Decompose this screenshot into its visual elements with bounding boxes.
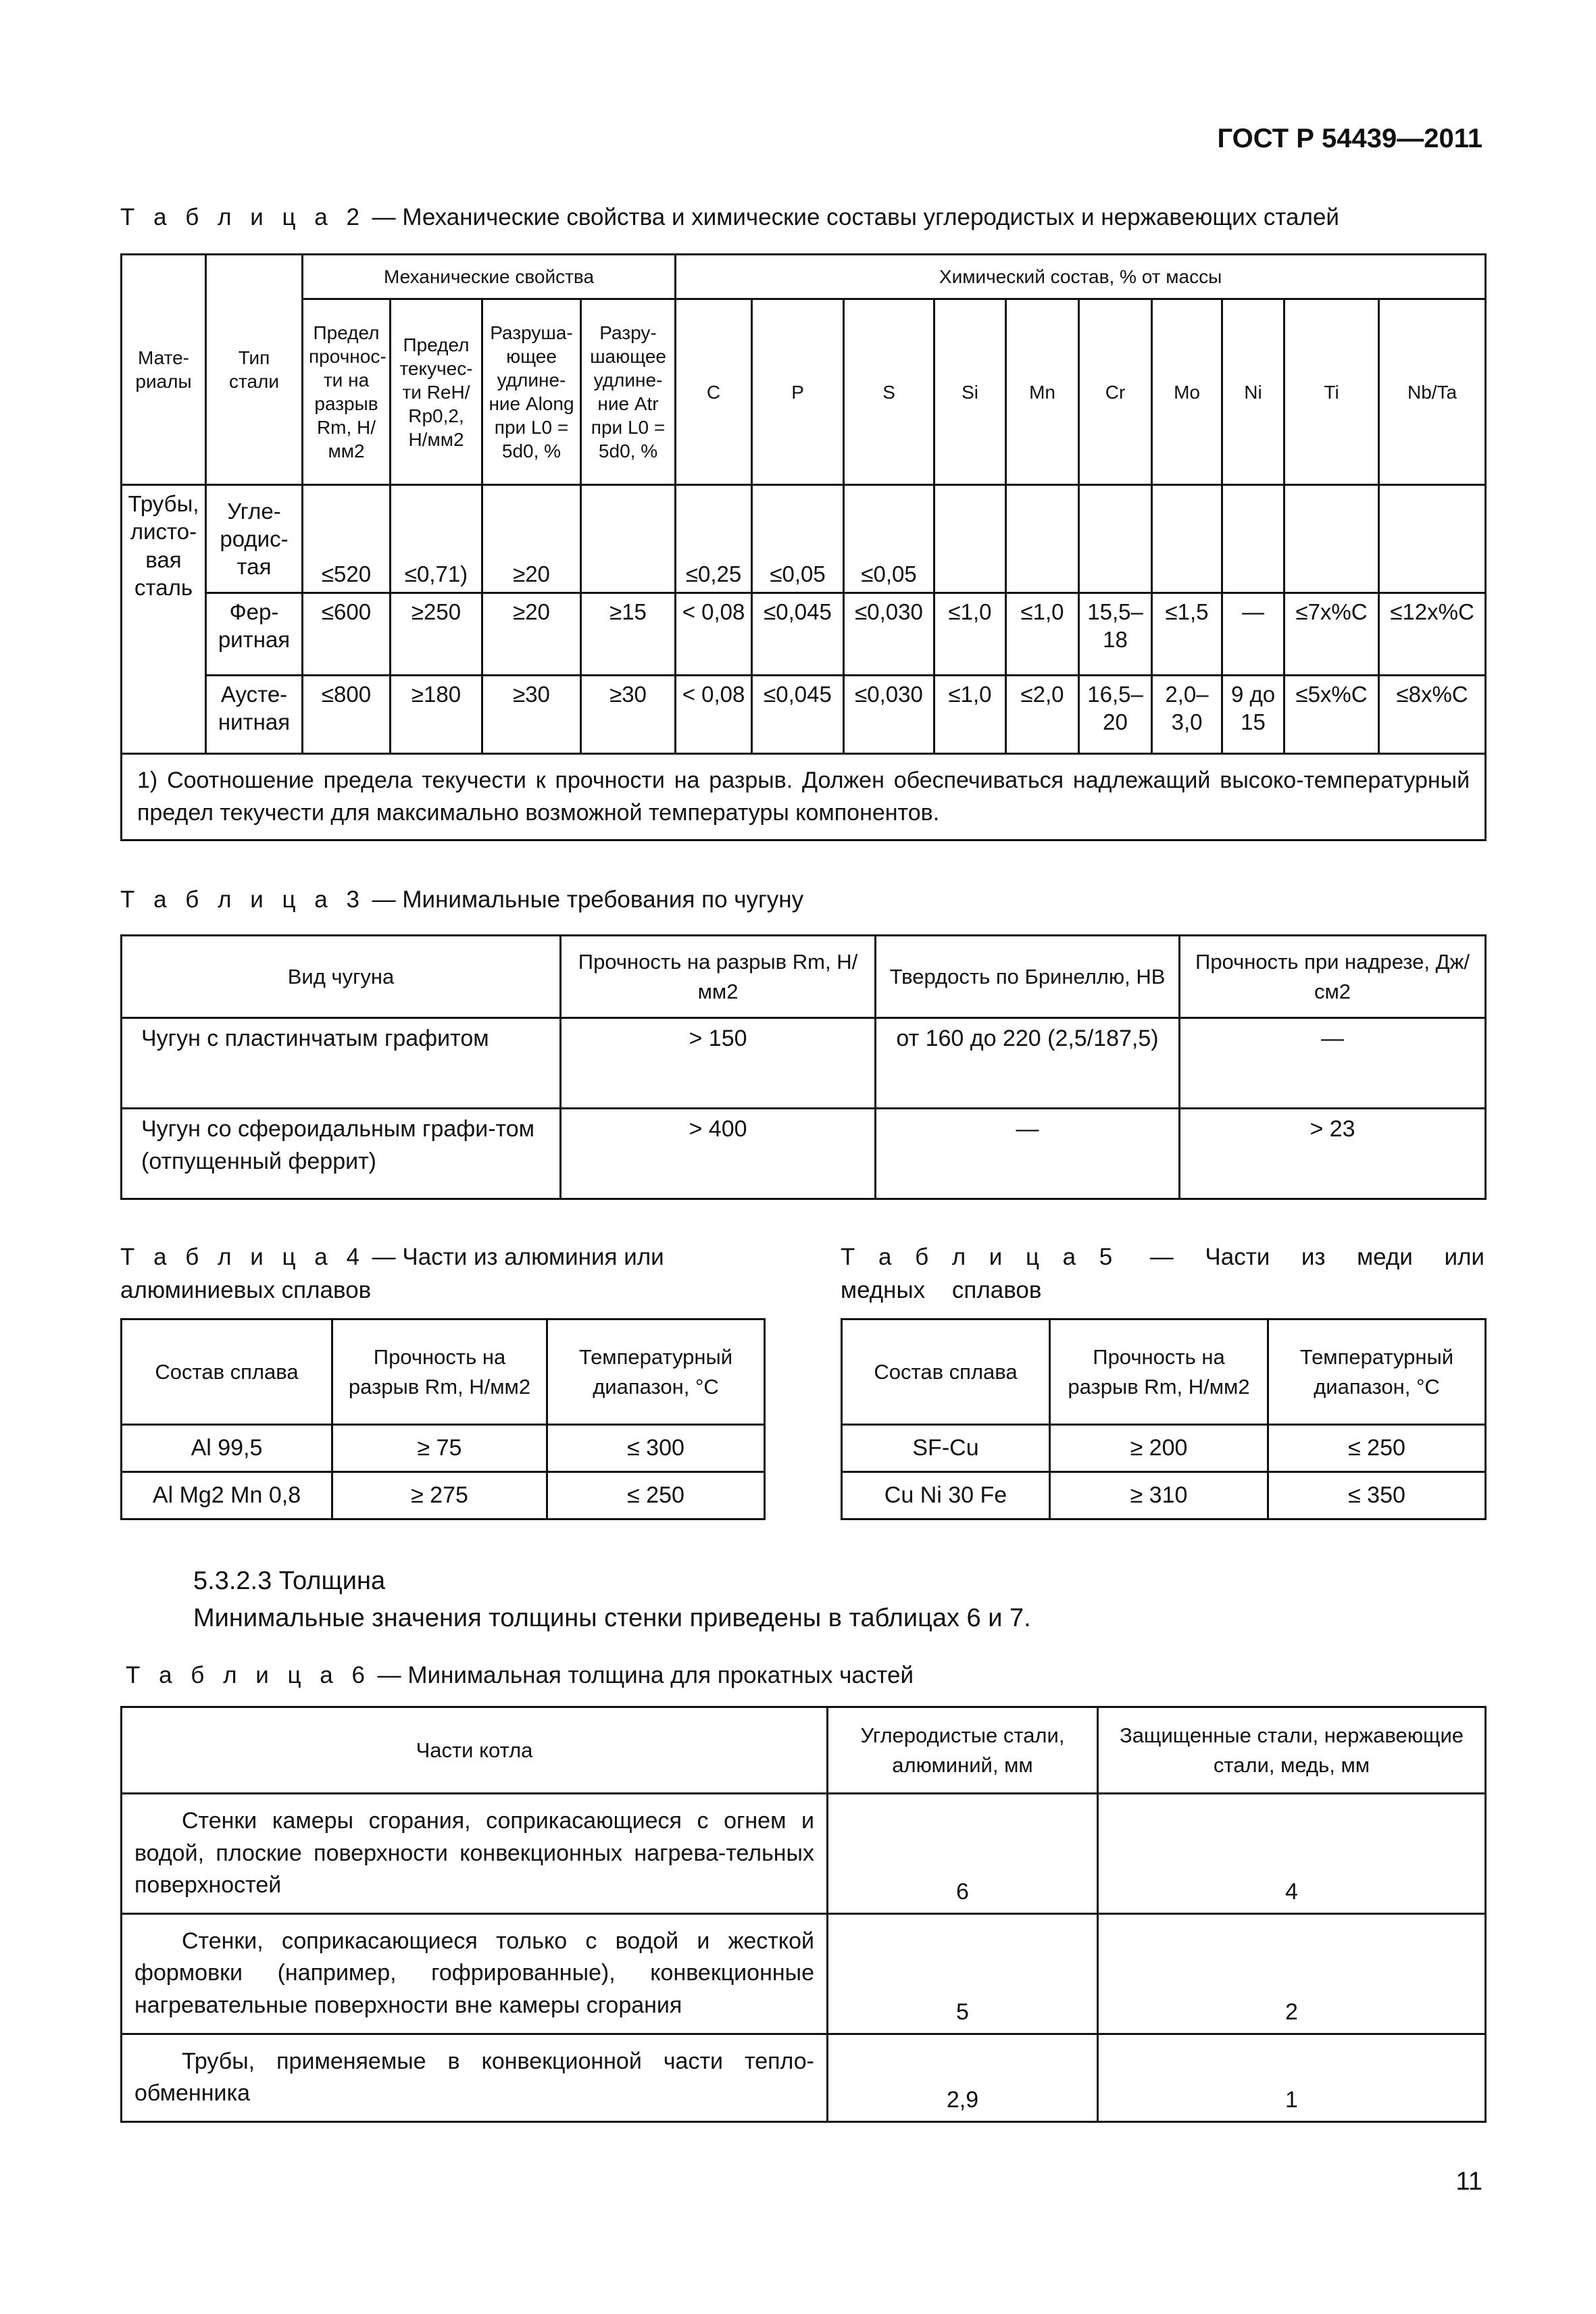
table6-caption: [126, 1662, 914, 1689]
cell: ≥ 75: [332, 1425, 547, 1472]
cell: [1152, 485, 1222, 593]
table3-caption: [120, 886, 803, 913]
table4-caption-text: — Части из алюминия или алюминиевых сплавов: [120, 1244, 664, 1303]
table5-caption-prefix: Т а б л и ц а 5: [841, 1244, 1119, 1270]
cell: ≤12x%C: [1379, 593, 1486, 676]
table2-caption-prefix: Т а б л и ц а 2: [120, 204, 366, 230]
cell: Стенки камеры сгорания, соприкасающиеся с огнем и водой, плоские поверхности конвекционных нагрева-тельных поверхностей: [122, 1794, 828, 1914]
table-row: [122, 1913, 1486, 2034]
section-text: Минимальные значения толщины стенки приведены в таблицах 6 и 7.: [193, 1604, 1031, 1632]
table-row: [122, 676, 1486, 754]
cell: Угле-родис-тая: [206, 485, 303, 593]
table-row: [842, 1472, 1486, 1519]
cell: Чугун с пластинчатым графитом: [122, 1018, 561, 1109]
table5-caption: [841, 1240, 1485, 1307]
cell: Аусте-нитная: [206, 676, 303, 754]
standard-number: ГОСТ Р 54439—2011: [1217, 124, 1482, 153]
table-row: [122, 1109, 1486, 1199]
cell: ≤1,0: [1006, 593, 1079, 676]
cell: —: [1222, 593, 1285, 676]
cell: 2,9: [828, 2034, 1098, 2121]
table3: [120, 934, 1487, 1200]
cell: [581, 485, 676, 593]
th-boiler-parts: Части котла: [122, 1707, 828, 1794]
cell: [1222, 485, 1285, 593]
th-chem: C: [676, 299, 752, 485]
cell: ≤0,25: [676, 485, 752, 593]
cell: от 160 до 220 (2,5/187,5): [876, 1018, 1180, 1109]
cell: ≤5x%C: [1285, 676, 1379, 754]
cell: < 0,08: [676, 676, 752, 754]
cell: ≤600: [303, 593, 391, 676]
cell: ≤ 250: [1268, 1425, 1486, 1472]
cell: ≥20: [482, 485, 581, 593]
th-chem: Mo: [1152, 299, 1222, 485]
th-alloy: Состав сплава: [122, 1319, 332, 1425]
cell: ≤0,030: [844, 593, 934, 676]
page-number: 11: [1455, 2167, 1482, 2196]
th-chem: P: [752, 299, 844, 485]
th-alloy: Состав сплава: [842, 1319, 1050, 1425]
cell: Стенки, соприкасающиеся только с водой и жесткой формовки (например, гофрированные), конвекционные нагревательные поверхности вне камеры сгорания: [122, 1913, 828, 2034]
table-row: [122, 1425, 765, 1472]
cell: ≥30: [482, 676, 581, 754]
th-tensile: Прочность на разрыв Rm, Н/мм2: [1050, 1319, 1268, 1425]
cell: —: [1180, 1018, 1486, 1109]
th-mech-group: Механические свойства: [303, 255, 676, 299]
cell: ≥15: [581, 593, 676, 676]
cell: [934, 485, 1006, 593]
th-stainless: Защищенные стали, нержавеющие стали, медь, мм: [1098, 1707, 1486, 1794]
cell: [1379, 485, 1486, 593]
cell: [1006, 485, 1079, 593]
th-steel-type: Тип стали: [206, 255, 303, 485]
cell: ≤0,05: [844, 485, 934, 593]
cell: ≤0,05: [752, 485, 844, 593]
cell: ≥ 275: [332, 1472, 547, 1519]
cell: ≤0,045: [752, 593, 844, 676]
cell: 9 до 15: [1222, 676, 1285, 754]
cell: > 400: [561, 1109, 876, 1199]
th-notch: Прочность при надрезе, Дж/см2: [1180, 936, 1486, 1018]
th-temp-range: Температурный диапазон, °С: [1268, 1319, 1486, 1425]
table2: [120, 253, 1487, 841]
cell: [1285, 485, 1379, 593]
table4-caption: [120, 1240, 764, 1307]
th-chem-group: Химический состав, % от массы: [676, 255, 1486, 299]
cell: —: [876, 1109, 1180, 1199]
cell: ≤1,0: [934, 676, 1006, 754]
th-brinell: Твердость по Бринеллю, HB: [876, 936, 1180, 1018]
table-row: [122, 2034, 1486, 2121]
th-chem: Ti: [1285, 299, 1379, 485]
cell: 1: [1098, 2034, 1486, 2121]
th-rm: Предел прочнос-ти на разрыв Rm, Н/мм2: [303, 299, 391, 485]
cell: ≥ 310: [1050, 1472, 1268, 1519]
cell: 15,5–18: [1079, 593, 1152, 676]
table-row: [122, 1472, 765, 1519]
table5-caption-text: — Части из меди или медных сплавов: [841, 1244, 1485, 1303]
th-temp-range: Температурный диапазон, °С: [547, 1319, 765, 1425]
section-heading: 5.3.2.3 Толщина: [193, 1567, 386, 1595]
cell: ≤1,0: [934, 593, 1006, 676]
table6: [120, 1706, 1487, 2123]
cell: ≤8x%C: [1379, 676, 1486, 754]
table-row: [122, 593, 1486, 676]
cell: 5: [828, 1913, 1098, 2034]
th-cast-iron-type: Вид чугуна: [122, 936, 561, 1018]
table6-caption-prefix: Т а б л и ц а 6: [126, 1662, 371, 1688]
th-chem: Ni: [1222, 299, 1285, 485]
table4-caption-prefix: Т а б л и ц а 4: [120, 1244, 366, 1270]
table2-caption-text: — Механические свойства и химические составы углеродистых и нержавеющих сталей: [365, 204, 1339, 230]
cell: Трубы, применяемые в конвекционной части тепло-обменника: [122, 2034, 828, 2121]
table5: [841, 1318, 1487, 1520]
th-atr: Разру-шающее удлине-ние Atr при L0 = 5d0, %: [581, 299, 676, 485]
table2-footnote: 1) Соотношение предела текучести к прочности на разрыв. Должен обеспечиваться надлежащий высоко-температурный предел текучести для максимально возможной температуры компонентов.: [122, 754, 1486, 840]
cell: Фер-ритная: [206, 593, 303, 676]
table3-caption-text: — Минимальные требования по чугуну: [365, 886, 804, 913]
cell: 16,5–20: [1079, 676, 1152, 754]
table3-caption-prefix: Т а б л и ц а 3: [120, 886, 366, 913]
th-chem: Cr: [1079, 299, 1152, 485]
cell: ≤520: [303, 485, 391, 593]
table6-caption-text: — Минимальная толщина для прокатных частей: [370, 1662, 914, 1688]
table-row: [122, 1018, 1486, 1109]
cell: ≤ 250: [547, 1472, 765, 1519]
table-row: [122, 1794, 1486, 1914]
material-cell: Трубы, листо-вая сталь: [122, 485, 206, 754]
th-tensile: Прочность на разрыв Rm, Н/мм2: [332, 1319, 547, 1425]
cell: ≤2,0: [1006, 676, 1079, 754]
cell: ≤ 300: [547, 1425, 765, 1472]
cell: ≤0,030: [844, 676, 934, 754]
cell: 6: [828, 1794, 1098, 1914]
th-chem: Si: [934, 299, 1006, 485]
table2-caption: [120, 204, 1339, 231]
cell: > 23: [1180, 1109, 1486, 1199]
cell: ≤0,045: [752, 676, 844, 754]
cell: Cu Ni 30 Fe: [842, 1472, 1050, 1519]
cell: < 0,08: [676, 593, 752, 676]
cell: Al Mg2 Mn 0,8: [122, 1472, 332, 1519]
th-carbon-steel: Углеродистые стали, алюминий, мм: [828, 1707, 1098, 1794]
cell: Чугун со сфероидальным графи-том (отпущенный феррит): [122, 1109, 561, 1199]
cell: ≥250: [391, 593, 482, 676]
cell: ≥30: [581, 676, 676, 754]
cell: ≤800: [303, 676, 391, 754]
cell: ≤1,5: [1152, 593, 1222, 676]
table-row: [122, 485, 1486, 593]
th-chem: S: [844, 299, 934, 485]
th-along: Разруша-ющее удлине-ние Along при L0 = 5d0, %: [482, 299, 581, 485]
th-re: Предел текучес-ти ReH/ Rp0,2, Н/мм2: [391, 299, 482, 485]
table-row: [842, 1425, 1486, 1472]
th-material: Мате-риалы: [122, 255, 206, 485]
th-tensile: Прочность на разрыв Rm, Н/мм2: [561, 936, 876, 1018]
cell: ≤ 350: [1268, 1472, 1486, 1519]
th-chem: Mn: [1006, 299, 1079, 485]
cell: ≥180: [391, 676, 482, 754]
cell: ≥20: [482, 593, 581, 676]
cell: > 150: [561, 1018, 876, 1109]
cell: ≤0,71): [391, 485, 482, 593]
table4: [120, 1318, 766, 1520]
th-chem: Nb/Ta: [1379, 299, 1486, 485]
cell: Al 99,5: [122, 1425, 332, 1472]
cell: ≥ 200: [1050, 1425, 1268, 1472]
cell: SF-Cu: [842, 1425, 1050, 1472]
cell: 2,0–3,0: [1152, 676, 1222, 754]
cell: [1079, 485, 1152, 593]
cell: 2: [1098, 1913, 1486, 2034]
cell: ≤7x%C: [1285, 593, 1379, 676]
cell: 4: [1098, 1794, 1486, 1914]
